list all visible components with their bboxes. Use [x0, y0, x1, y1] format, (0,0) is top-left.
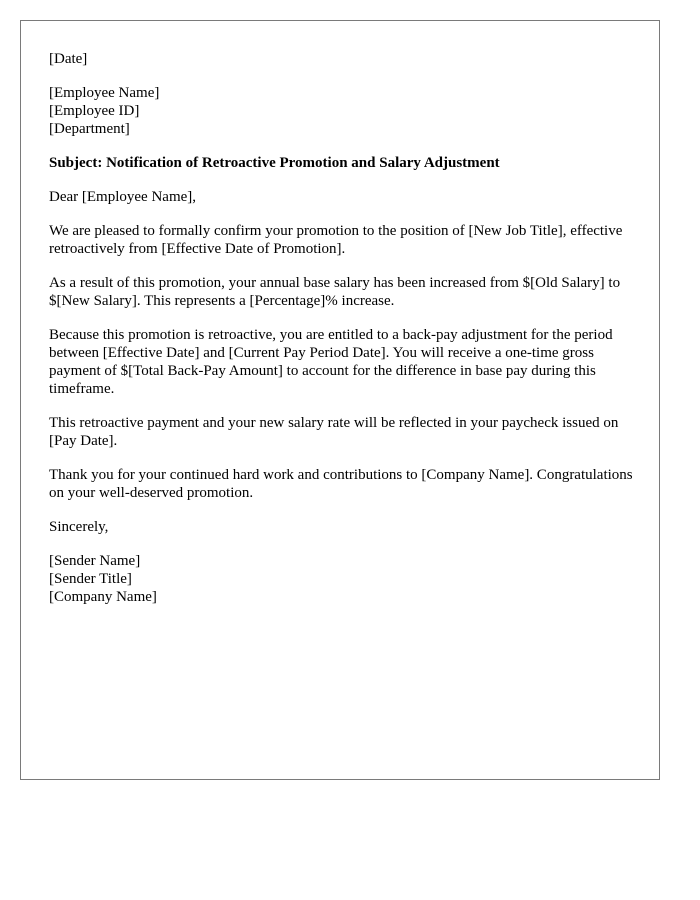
paragraph-promotion: We are pleased to formally confirm your promotion to the position of [New Job Title], effective retroactively from [Effective Date of Promotion].: [49, 223, 623, 257]
letter-date: [Date]: [49, 51, 88, 67]
letter-page: [20, 20, 660, 780]
letter-body: [49, 50, 639, 622]
letter-salutation: Dear [Employee Name],: [49, 189, 197, 205]
sender-name: [Sender Name]: [49, 553, 141, 569]
recipient-name: [Employee Name]: [49, 85, 160, 101]
paragraph-salary: As a result of this promotion, your annual base salary has been increased from $[Old Salary] to $[New Salary]. This represents a [Percentage]% increase.: [49, 275, 621, 309]
recipient-id: [Employee ID]: [49, 103, 140, 119]
sender-company: [Company Name]: [49, 589, 157, 605]
paragraph-paycheck: This retroactive payment and your new salary rate will be reflected in your paycheck issued on [Pay Date].: [49, 415, 619, 449]
sender-block: [49, 552, 639, 606]
recipient-department: [Department]: [49, 121, 130, 137]
paragraph-back-pay: Because this promotion is retroactive, you are entitled to a back-pay adjustment for the period between [Effective Date] and [Current Pay Period Date]. You will receive a one-time gross payment of $[Total Back-Pay Amount] to account for the difference in base pay during this timeframe.: [49, 327, 613, 397]
paragraph-thanks: Thank you for your continued hard work and contributions to [Company Name]. Congratulations on your well-deserved promotion.: [49, 467, 633, 501]
sender-title: [Sender Title]: [49, 571, 132, 587]
letter-closing: Sincerely,: [49, 519, 109, 535]
letter-subject: Subject: Notification of Retroactive Promotion and Salary Adjustment: [49, 155, 500, 171]
recipient-block: [49, 84, 639, 138]
